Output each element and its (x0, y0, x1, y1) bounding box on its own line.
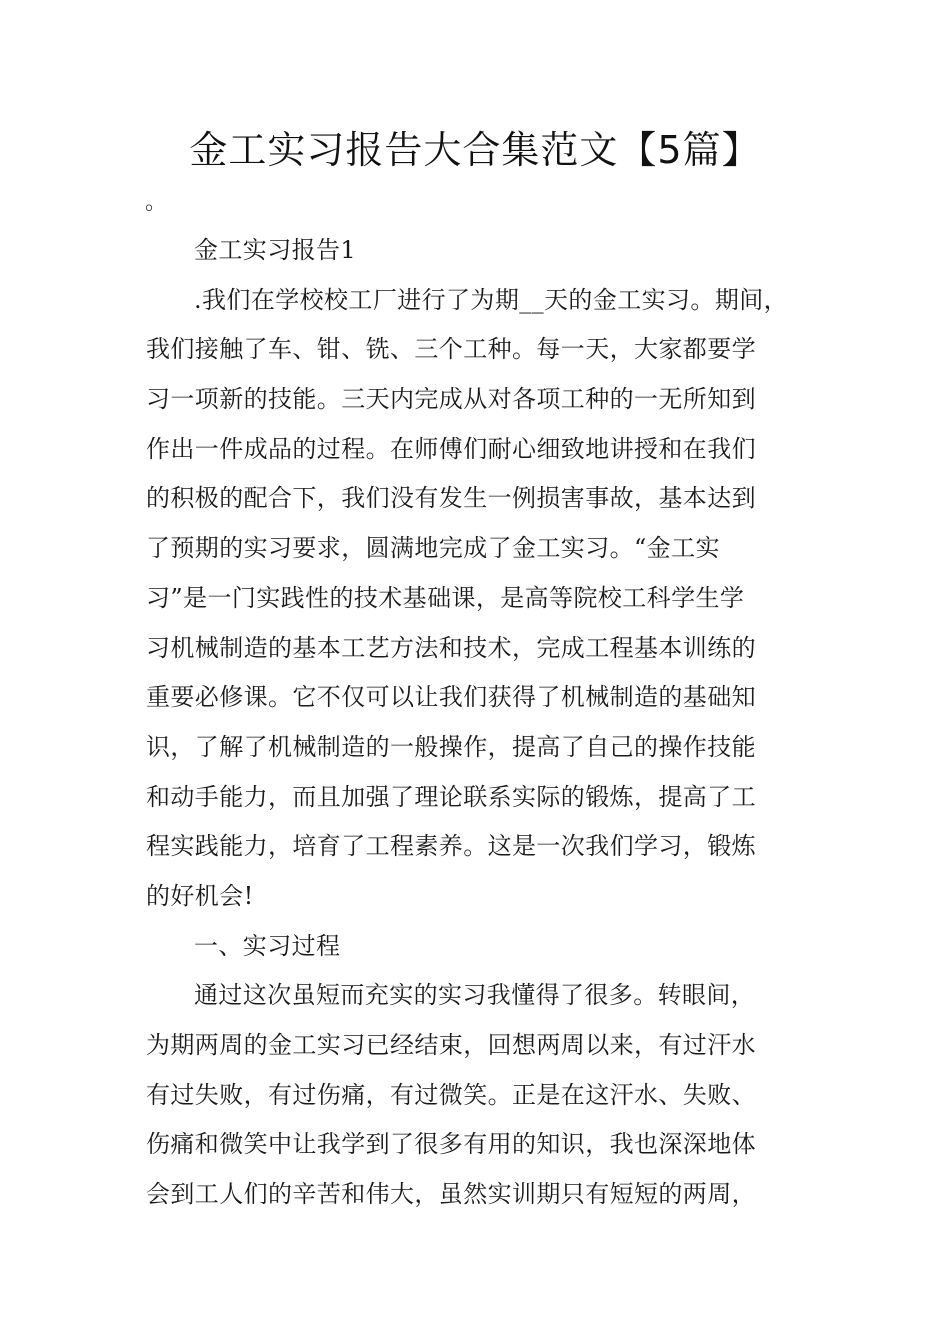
text-line: 习一项新的技能。三天内完成从对各项工种的一无所知到 (146, 385, 756, 414)
text-line: 和动手能力，而且加强了理论联系实际的锻炼，提高了工 (146, 782, 756, 811)
text-line: 金工实习报告1 (194, 236, 357, 264)
text-line: 有过失败，有过伤痛，有过微笑。正是在这汗水、失败、 (146, 1080, 756, 1109)
text-line: 伤痛和微笑中让我学到了很多有用的知识，我也深深地体 (146, 1130, 756, 1159)
text-line: 识，了解了机械制造的一般操作，提高了自己的操作技能 (146, 732, 756, 761)
text-line: 的积极的配合下，我们没有发生一例损害事故，基本达到 (146, 484, 756, 513)
text-line: 程实践能力，培育了工程素养。这是一次我们学习，锻炼 (146, 832, 756, 861)
punctuation-mark: 。 (145, 190, 168, 215)
text-line: 习”是一门实践性的技术基础课，是高等院校工科学生学 (146, 583, 745, 612)
text-line: 作出一件成品的过程。在师傅们耐心细致地讲授和在我们 (146, 434, 756, 463)
text-line: 会到工人们的辛苦和伟大，虽然实训期只有短短的两周， (146, 1180, 756, 1209)
text-line: .我们在学校校工厂进行了为期__天的金工实习。期间， (194, 285, 789, 314)
text-line: 为期两周的金工实习已经结束，回想两周以来，有过汗水 (146, 1031, 756, 1059)
text-line: 习机械制造的基本工艺方法和技术，完成工程基本训练的 (146, 633, 756, 662)
text-line: 重要必修课。它不仅可以让我们获得了机械制造的基础知 (146, 683, 756, 712)
document-title: 金工实习报告大合集范文【5篇】 (189, 128, 761, 172)
text-line: 的好机会! (146, 881, 254, 910)
text-line: 一、实习过程 (194, 931, 341, 960)
text-line: 了预期的实习要求，圆满地完成了金工实习。“金工实 (146, 534, 720, 563)
text-line: 我们接触了车、钳、铣、三个工种。每一天，大家都要学 (146, 335, 756, 364)
document-body (146, 226, 826, 1220)
text-line: 通过这次虽短而充实的实习我懂得了很多。转眼间， (194, 981, 756, 1010)
